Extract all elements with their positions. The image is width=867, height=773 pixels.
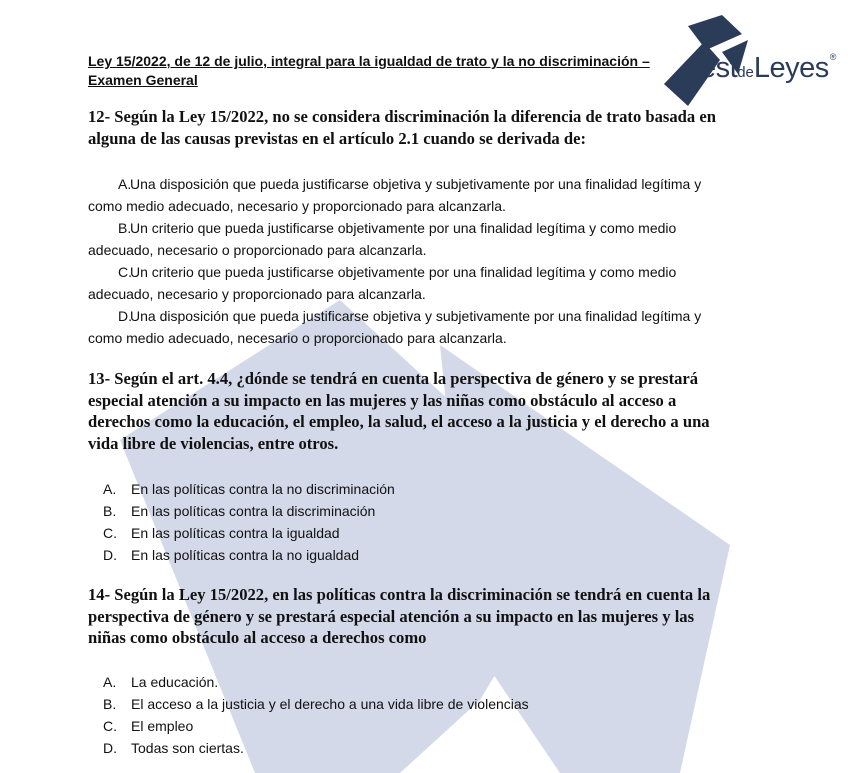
option-c[interactable] <box>88 715 736 737</box>
document-title: Ley 15/2022, de 12 de julio, integral para la igualdad de trato y la no discriminación – Examen General <box>88 53 650 88</box>
option-text: En las políticas contra la no discriminación <box>131 481 395 497</box>
option-d[interactable] <box>88 737 736 759</box>
question-stem: 13- Según el art. 4.4, ¿dónde se tendrá en cuenta la perspectiva de género y se prestará especial atención a su impacto en las mujeres y las niñas como obstáculo al acceso a derechos como la educación, el empleo, la salud, el acceso a la justicia y el derecho a una vida libre de violencias, entre otros. <box>88 369 710 453</box>
option-c[interactable] <box>88 522 736 544</box>
option-text: El empleo <box>131 717 194 734</box>
option-d[interactable] <box>88 544 736 566</box>
option-text: Un criterio que pueda justificarse objetivamente por una finalidad legítima y como medio adecuado, necesario o proporcionado para alcanzarla. <box>88 220 677 258</box>
option-b[interactable] <box>88 217 708 261</box>
question-13 <box>88 368 736 566</box>
option-b[interactable] <box>88 693 736 715</box>
option-letter: A. <box>103 481 117 497</box>
option-letter: D. <box>103 547 117 563</box>
option-letter: D. <box>103 739 117 756</box>
logo-word-est: est <box>700 52 738 84</box>
option-d[interactable] <box>88 305 708 349</box>
option-text: En las políticas contra la no igualdad <box>131 547 360 563</box>
option-letter: B. <box>103 503 117 519</box>
option-text: En las políticas contra la discriminación <box>131 503 376 519</box>
question-12 <box>88 106 736 349</box>
option-letter: B. <box>118 220 132 236</box>
option-letter: C. <box>103 717 117 734</box>
option-letter: A. <box>118 176 132 192</box>
logo-word-de: de <box>737 64 754 81</box>
option-a[interactable] <box>88 671 736 693</box>
question-stem: 12- Según la Ley 15/2022, no se considera discriminación la diferencia de trato basada en alguna de las causas previstas en el artículo 2.1 cuando se derivada de: <box>88 107 716 148</box>
options-list <box>88 173 736 349</box>
option-text: Una disposición que pueda justificarse objetiva y subjetivamente por una finalidad legítima y como medio adecuado, necesario y proporcionado para alcanzarla. <box>88 176 702 214</box>
question-14 <box>88 584 736 759</box>
option-letter: D. <box>118 308 132 324</box>
logo-wordmark <box>700 52 836 85</box>
option-letter: C. <box>118 264 132 280</box>
option-text: Un criterio que pueda justificarse objetivamente por una finalidad legítima y como medio adecuado, necesario y proporcionado para alcanzarla. <box>88 264 677 302</box>
option-text: En las políticas contra la igualdad <box>131 525 340 541</box>
option-c[interactable] <box>88 261 708 305</box>
option-letter: A. <box>103 673 117 690</box>
options-list <box>88 671 736 759</box>
option-a[interactable] <box>88 478 736 500</box>
logo-word-leyes: Leyes <box>753 52 829 84</box>
option-text: Una disposición que pueda justificarse objetiva y subjetivamente por una finalidad legítima y como medio adecuado, necesario o proporcionado para alcanzarla. <box>88 308 702 346</box>
registered-mark: ® <box>829 52 837 62</box>
question-stem: 14- Según la Ley 15/2022, en las políticas contra la discriminación se tendrá en cuenta la perspectiva de género y se prestará especial atención a su impacto en las mujeres y las niñas como obstáculo al acceso a derechos como <box>88 585 711 647</box>
options-list <box>88 478 736 566</box>
option-a[interactable] <box>88 173 708 217</box>
option-text: La educación. <box>131 673 219 690</box>
option-b[interactable] <box>88 500 736 522</box>
option-letter: C. <box>103 525 117 541</box>
option-text: El acceso a la justicia y el derecho a una vida libre de violencias <box>131 695 529 712</box>
option-letter: B. <box>103 695 117 712</box>
option-text: Todas son ciertas. <box>131 739 244 756</box>
